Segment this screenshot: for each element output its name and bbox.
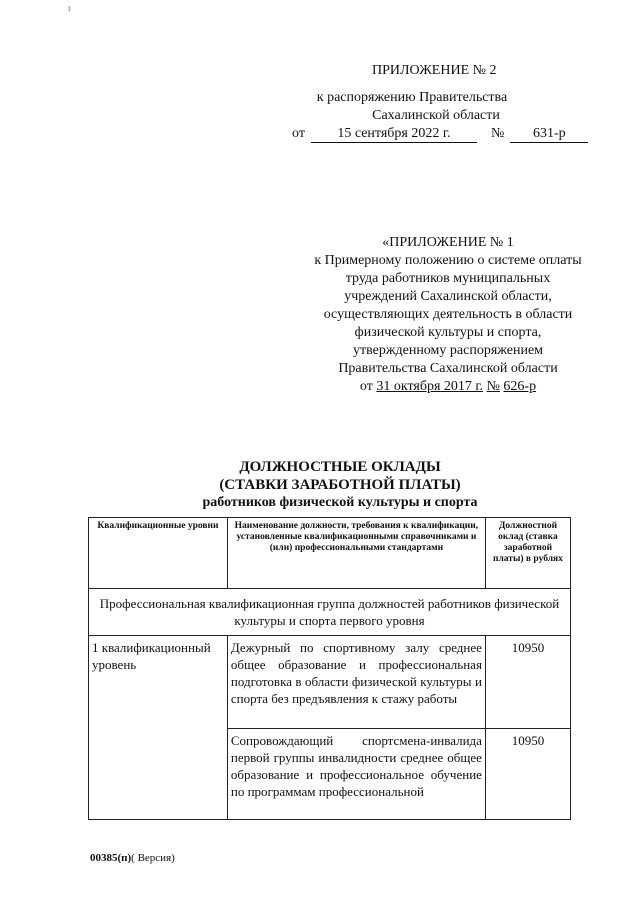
appendix-original-line: физической культуры и спорта, (354, 325, 542, 340)
appendix-original-line: осуществляющих деятельность в области (323, 307, 573, 322)
salary-value: 10950 (485, 729, 570, 820)
header-qualification-levels: Квалификационные уровни (89, 518, 228, 589)
original-date: 31 октября 2017 г. (376, 379, 484, 394)
document-footer (90, 852, 175, 864)
appendix-original-block (290, 234, 606, 396)
heading-line1: ДОЛЖНОСТНЫЕ ОКЛАДЫ (239, 459, 441, 475)
heading-line3: работников физической культуры и спорта (202, 495, 478, 510)
from-label: от (359, 379, 373, 394)
margin-mark: ˀ (68, 6, 71, 17)
appendix-original-line: учреждений Сахалинской области, (344, 289, 552, 304)
original-number: 626-р (503, 379, 537, 394)
appendix-original-line: Правительства Сахалинской области (338, 361, 558, 376)
group-row (89, 589, 571, 636)
group-title: Профессиональная квалификационная группа должностей работников физической культуры и спорта первого уровня (89, 589, 571, 636)
document-heading (150, 458, 530, 512)
salary-value: 10950 (485, 636, 570, 729)
appendix-current-line1: к распоряжению Правительства (316, 90, 508, 105)
appendix-current-line2: Сахалинской области (372, 108, 500, 123)
table-header-row (89, 518, 571, 589)
position-description: Сопровождающий спортсмена-инвалида первой группы инвалидности среднее общее образование и профессиональное обучение по программам профессиональной (227, 729, 485, 820)
appendix-original-line: труда работников муниципальных (345, 271, 551, 286)
salary-table (88, 517, 571, 820)
appendix-current-title: ПРИЛОЖЕНИЕ № 2 (372, 63, 497, 78)
number-label: № (490, 126, 505, 141)
appendix-original-title: «ПРИЛОЖЕНИЕ № 1 (382, 235, 514, 250)
position-description: Дежурный по спортивному залу среднее общее образование и профессиональная подготовка в области физической культуры и спорта без предъявления к стажу работы (227, 636, 485, 729)
from-label: от (292, 126, 305, 141)
appendix-original-line: к Примерному положению о системе оплаты (314, 253, 582, 268)
header-position-description: Наименование должности, требования к квалификации, установленные квалификационными справочниками и (или) профессиональными стандартами (227, 518, 485, 589)
document-date: 15 сентября 2022 г. (311, 126, 477, 143)
heading-line2: (СТАВКИ ЗАРАБОТНОЙ ПЛАТЫ) (219, 477, 461, 493)
number-label: № (486, 379, 500, 394)
footer-suffix: ( Версия) (131, 852, 175, 864)
table-row (89, 636, 571, 729)
appendix-original-line: утвержденному распоряжением (352, 343, 544, 358)
qualification-level: 1 квалификационный уровень (89, 636, 228, 820)
appendix-current-date-row (292, 126, 588, 143)
header-salary: Должностной оклад (ставка заработной платы) в рублях (485, 518, 570, 589)
document-number: 631-р (510, 126, 588, 143)
appendix-original-date-row (290, 378, 606, 396)
footer-code: 00385(п) (90, 852, 132, 864)
